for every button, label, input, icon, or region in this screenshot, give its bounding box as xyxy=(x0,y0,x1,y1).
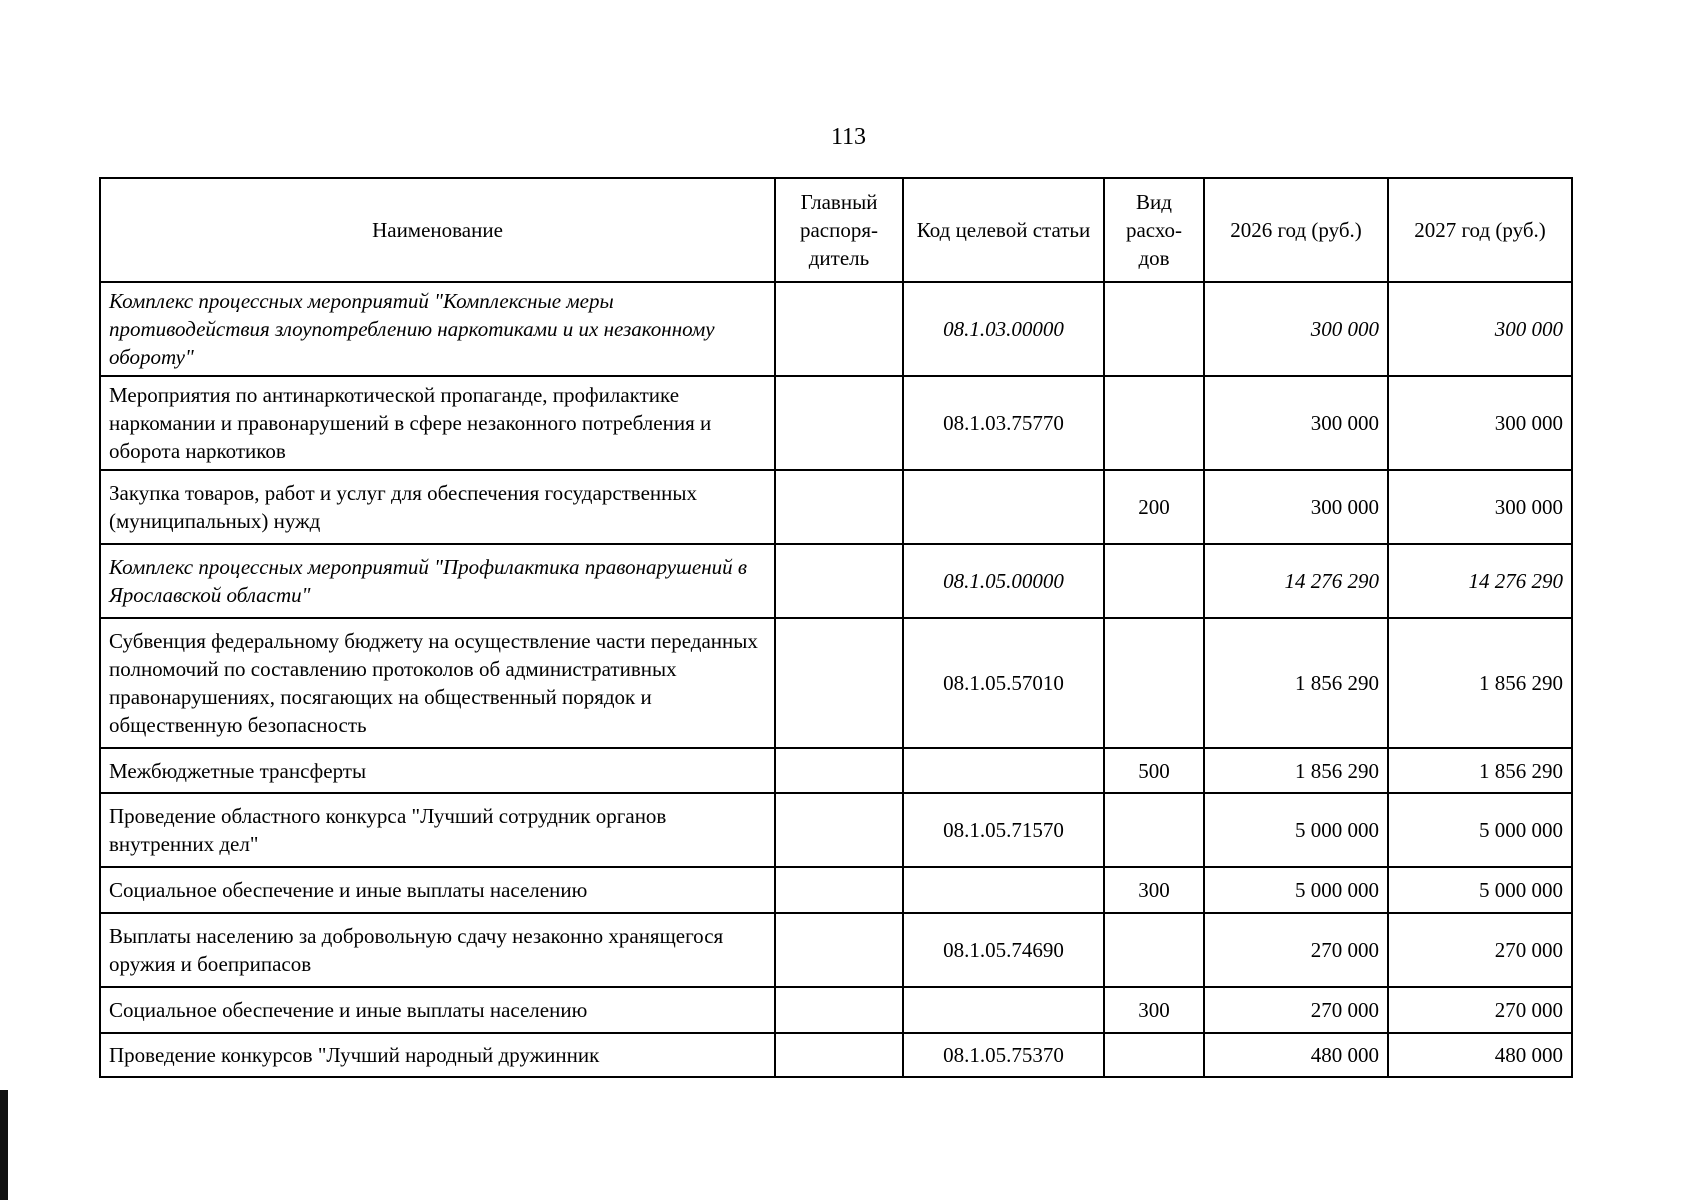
header-main-manager: Главный распоря-дитель xyxy=(775,178,903,282)
row-main-manager xyxy=(775,544,903,618)
row-year-2027: 270 000 xyxy=(1388,987,1572,1033)
row-target-code: 08.1.05.00000 xyxy=(903,544,1104,618)
row-year-2027: 300 000 xyxy=(1388,376,1572,470)
table-row xyxy=(100,867,1572,913)
row-year-2026: 1 856 290 xyxy=(1204,618,1388,748)
row-year-2026: 270 000 xyxy=(1204,913,1388,987)
budget-table xyxy=(99,177,1573,1078)
row-main-manager xyxy=(775,470,903,544)
row-name: Межбюджетные трансферты xyxy=(100,748,775,793)
row-expense-type xyxy=(1104,544,1204,618)
row-main-manager xyxy=(775,987,903,1033)
row-year-2027: 480 000 xyxy=(1388,1033,1572,1077)
row-expense-type xyxy=(1104,618,1204,748)
row-year-2026: 14 276 290 xyxy=(1204,544,1388,618)
header-target-code: Код целевой статьи xyxy=(903,178,1104,282)
row-year-2027: 1 856 290 xyxy=(1388,618,1572,748)
table-row xyxy=(100,544,1572,618)
row-main-manager xyxy=(775,618,903,748)
row-name: Проведение областного конкурса "Лучший сотрудник органов внутренних дел" xyxy=(100,793,775,867)
row-year-2027: 1 856 290 xyxy=(1388,748,1572,793)
row-main-manager xyxy=(775,867,903,913)
table-row xyxy=(100,1033,1572,1077)
row-year-2026: 5 000 000 xyxy=(1204,867,1388,913)
row-year-2027: 300 000 xyxy=(1388,282,1572,376)
row-year-2026: 300 000 xyxy=(1204,376,1388,470)
table-row xyxy=(100,913,1572,987)
row-year-2027: 5 000 000 xyxy=(1388,867,1572,913)
row-main-manager xyxy=(775,913,903,987)
row-name: Проведение конкурсов "Лучший народный дружинник xyxy=(100,1033,775,1077)
row-expense-type xyxy=(1104,913,1204,987)
table-row xyxy=(100,987,1572,1033)
table-row xyxy=(100,748,1572,793)
row-name: Мероприятия по антинаркотической пропаганде, профилактике наркомании и правонарушений в сфере незаконного потребления и оборота наркотиков xyxy=(100,376,775,470)
row-expense-type xyxy=(1104,793,1204,867)
row-target-code: 08.1.03.75770 xyxy=(903,376,1104,470)
row-target-code xyxy=(903,867,1104,913)
table-row xyxy=(100,793,1572,867)
row-target-code xyxy=(903,748,1104,793)
row-expense-type: 500 xyxy=(1104,748,1204,793)
header-expense-type: Вид расхо-дов xyxy=(1104,178,1204,282)
row-name: Комплекс процессных мероприятий "Профилактика правонарушений в Ярославской области" xyxy=(100,544,775,618)
row-year-2027: 270 000 xyxy=(1388,913,1572,987)
row-name: Выплаты населению за добровольную сдачу незаконно хранящегося оружия и боеприпасов xyxy=(100,913,775,987)
row-main-manager xyxy=(775,1033,903,1077)
row-name: Социальное обеспечение и иные выплаты населению xyxy=(100,987,775,1033)
row-target-code: 08.1.03.00000 xyxy=(903,282,1104,376)
row-year-2027: 14 276 290 xyxy=(1388,544,1572,618)
row-year-2026: 1 856 290 xyxy=(1204,748,1388,793)
row-target-code: 08.1.05.71570 xyxy=(903,793,1104,867)
row-name: Социальное обеспечение и иные выплаты населению xyxy=(100,867,775,913)
row-target-code xyxy=(903,987,1104,1033)
row-name: Закупка товаров, работ и услуг для обеспечения государственных (муниципальных) нужд xyxy=(100,470,775,544)
table-row xyxy=(100,470,1572,544)
row-expense-type xyxy=(1104,282,1204,376)
row-target-code xyxy=(903,470,1104,544)
row-year-2026: 5 000 000 xyxy=(1204,793,1388,867)
row-main-manager xyxy=(775,282,903,376)
row-main-manager xyxy=(775,748,903,793)
row-expense-type xyxy=(1104,1033,1204,1077)
row-target-code: 08.1.05.57010 xyxy=(903,618,1104,748)
row-expense-type: 300 xyxy=(1104,867,1204,913)
row-year-2027: 5 000 000 xyxy=(1388,793,1572,867)
row-main-manager xyxy=(775,793,903,867)
table-row xyxy=(100,618,1572,748)
row-target-code: 08.1.05.75370 xyxy=(903,1033,1104,1077)
row-year-2026: 300 000 xyxy=(1204,470,1388,544)
row-name: Субвенция федеральному бюджету на осуществление части переданных полномочий по составлению протоколов об административных правонарушениях, посягающих на общественный порядок и общественную безопасность xyxy=(100,618,775,748)
page-number: 113 xyxy=(830,124,867,150)
header-year-2027: 2027 год (руб.) xyxy=(1388,178,1572,282)
scan-edge-mark xyxy=(0,1090,8,1200)
row-name: Комплекс процессных мероприятий "Комплексные меры противодействия злоупотреблению наркотиками и их незаконному обороту" xyxy=(100,282,775,376)
row-year-2026: 300 000 xyxy=(1204,282,1388,376)
table-row xyxy=(100,376,1572,470)
row-year-2027: 300 000 xyxy=(1388,470,1572,544)
row-expense-type: 300 xyxy=(1104,987,1204,1033)
table-header-row xyxy=(100,178,1572,282)
header-year-2026: 2026 год (руб.) xyxy=(1204,178,1388,282)
row-expense-type: 200 xyxy=(1104,470,1204,544)
header-name: Наименование xyxy=(100,178,775,282)
row-year-2026: 480 000 xyxy=(1204,1033,1388,1077)
row-expense-type xyxy=(1104,376,1204,470)
row-target-code: 08.1.05.74690 xyxy=(903,913,1104,987)
row-year-2026: 270 000 xyxy=(1204,987,1388,1033)
row-main-manager xyxy=(775,376,903,470)
table-row xyxy=(100,282,1572,376)
